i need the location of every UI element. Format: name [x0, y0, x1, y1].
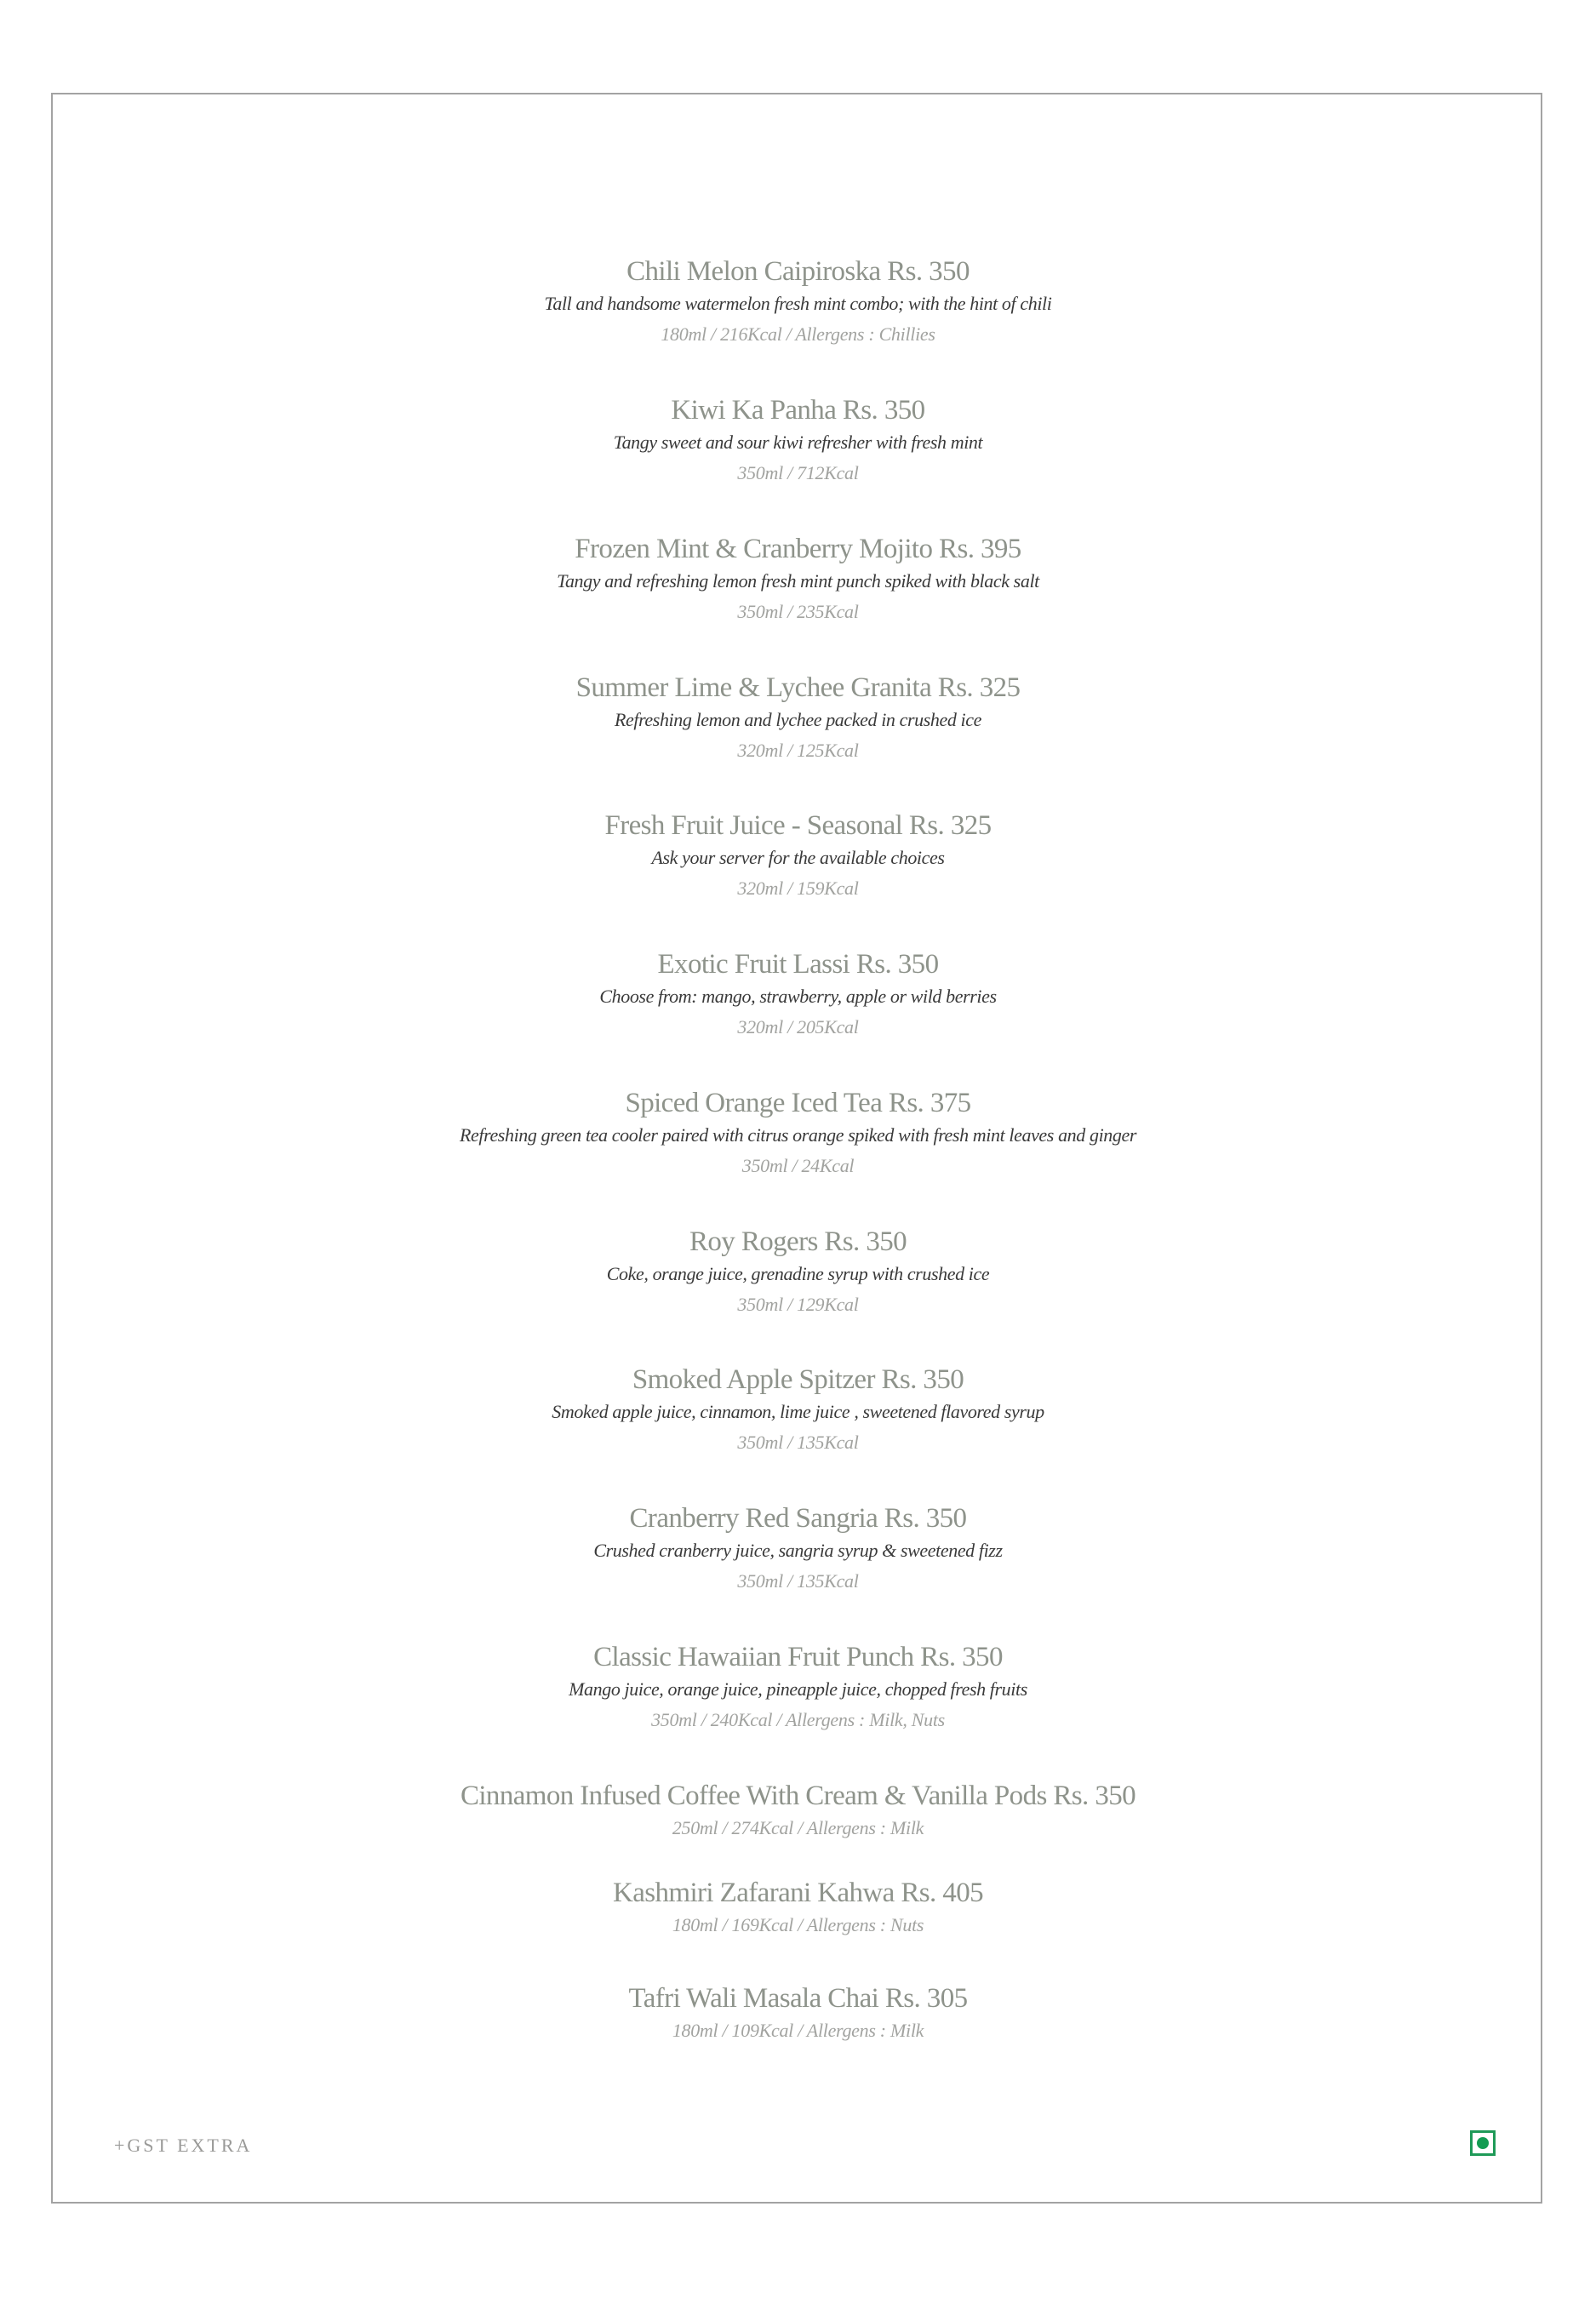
item-description: Ask your server for the available choices [651, 847, 945, 868]
item-title: Fresh Fruit Juice - Seasonal Rs. 325 [604, 810, 992, 841]
item-description: Tall and handsome watermelon fresh mint combo; with the hint of chili [544, 293, 1052, 314]
item-description: Mango juice, orange juice, pineapple juice, chopped fresh fruits [569, 1678, 1027, 1700]
item-description: Crushed cranberry juice, sangria syrup & sweetened fizz [593, 1540, 1003, 1561]
menu-item [0, 254, 1596, 350]
item-nutrition: 350ml / 129Kcal [737, 1294, 859, 1315]
item-nutrition: 180ml / 109Kcal / Allergens : Milk [672, 2020, 924, 2041]
item-nutrition: 180ml / 169Kcal / Allergens : Nuts [672, 1914, 924, 1935]
item-title: Cinnamon Infused Coffee With Cream & Vanilla Pods Rs. 350 [460, 1781, 1136, 1811]
item-title: Kashmiri Zafarani Kahwa Rs. 405 [612, 1878, 984, 1908]
item-description: Smoked apple juice, cinnamon, lime juice , sweetened flavored syrup [552, 1401, 1044, 1422]
item-description: Tangy sweet and sour kiwi refresher with fresh mint [613, 432, 983, 453]
item-description: Refreshing lemon and lychee packed in crushed ice [614, 709, 982, 730]
item-nutrition: 350ml / 135Kcal [737, 1432, 859, 1453]
item-nutrition: 180ml / 216Kcal / Allergens : Chillies [661, 323, 935, 345]
item-nutrition: 350ml / 235Kcal [737, 601, 859, 622]
item-title: Exotic Fruit Lassi Rs. 350 [657, 949, 939, 980]
item-title: Spiced Orange Iced Tea Rs. 375 [625, 1088, 971, 1118]
item-title: Smoked Apple Spitzer Rs. 350 [632, 1364, 964, 1395]
menu-item [0, 1501, 1596, 1597]
item-title: Summer Lime & Lychee Granita Rs. 325 [575, 672, 1021, 703]
menu-item [0, 947, 1596, 1043]
item-title: Cranberry Red Sangria Rs. 350 [629, 1503, 967, 1534]
veg-dot-icon [1477, 2137, 1489, 2149]
menu-item [0, 809, 1596, 904]
item-title: Frozen Mint & Cranberry Mojito Rs. 395 [575, 534, 1021, 564]
item-description: Refreshing green tea cooler paired with citrus orange spiked with fresh mint leaves and ginger [459, 1124, 1137, 1146]
item-nutrition: 250ml / 274Kcal / Allergens : Milk [672, 1817, 924, 1838]
item-description: Coke, orange juice, grenadine syrup with crushed ice [606, 1263, 990, 1284]
item-title: Tafri Wali Masala Chai Rs. 305 [628, 1983, 968, 2014]
item-nutrition: 320ml / 159Kcal [737, 877, 859, 899]
item-description: Choose from: mango, strawberry, apple or wild berries [599, 986, 997, 1007]
item-title: Kiwi Ka Panha Rs. 350 [671, 395, 925, 426]
menu-item [0, 1086, 1596, 1181]
menu-item [0, 393, 1596, 489]
menu-item [0, 1640, 1596, 1735]
item-title: Classic Hawaiian Fruit Punch Rs. 350 [593, 1642, 1003, 1672]
menu-item [0, 1779, 1596, 1844]
item-title: Roy Rogers Rs. 350 [689, 1226, 907, 1257]
menu-item [0, 671, 1596, 766]
menu-item [0, 1225, 1596, 1320]
menu-item [0, 532, 1596, 627]
item-description: Tangy and refreshing lemon fresh mint punch spiked with black salt [557, 570, 1039, 592]
menu-item [0, 1981, 1596, 2046]
item-nutrition: 350ml / 712Kcal [737, 462, 859, 483]
item-nutrition: 320ml / 205Kcal [737, 1016, 859, 1038]
menu-item [0, 1876, 1596, 1941]
item-nutrition: 350ml / 240Kcal / Allergens : Milk, Nuts [651, 1709, 945, 1730]
item-title: Chili Melon Caipiroska Rs. 350 [626, 256, 970, 287]
vegetarian-mark-icon [1470, 2130, 1496, 2156]
item-nutrition: 350ml / 135Kcal [737, 1570, 859, 1592]
item-nutrition: 320ml / 125Kcal [737, 740, 859, 761]
menu-item [0, 1363, 1596, 1458]
item-nutrition: 350ml / 24Kcal [741, 1155, 855, 1176]
gst-note: +GST EXTRA [114, 2135, 253, 2156]
